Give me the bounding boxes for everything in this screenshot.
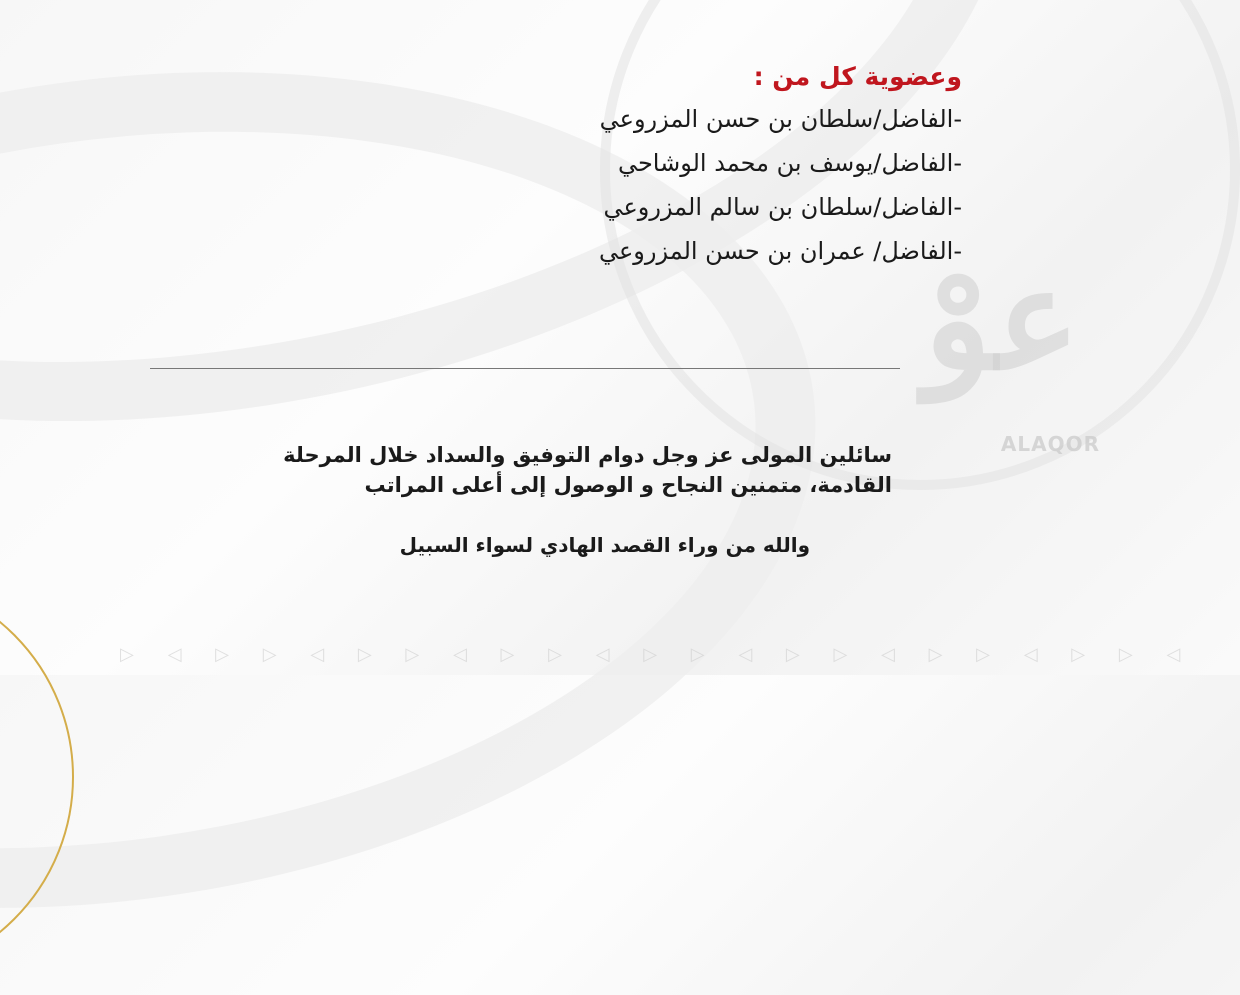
closing-wishes: سائلين المولى عز وجل دوام التوفيق والسداد خلال المرحلة القادمة، متمنين النجاح و الوصول إلى أعلى المراتب bbox=[283, 443, 892, 497]
triangle-pattern: ▷ ◁ ▷ ▷ ◁ ▷ ▷ ◁ ▷ ▷ ◁ ▷ ▷ ◁ ▷ ▷ ◁ ▷ ▷ ◁ ▷ ▷ ◁ bbox=[120, 644, 1195, 665]
members-title: وعضوية كل من : bbox=[753, 62, 962, 91]
watermark-logo-mark: عوْ bbox=[924, 238, 1080, 402]
member-item: -الفاضل/سلطان بن حسن المزروعي bbox=[599, 105, 962, 133]
members-section bbox=[599, 62, 962, 273]
member-item: -الفاضل/ عمران بن حسن المزروعي bbox=[598, 237, 962, 265]
watermark-logo bbox=[924, 210, 1100, 530]
watermark-logo-latin: ALAQOR bbox=[1000, 432, 1100, 456]
member-item: -الفاضل/سلطان بن سالم المزروعي bbox=[603, 193, 962, 221]
closing-farewell: والله من وراء القصد الهادي لسواء السبيل bbox=[399, 533, 810, 557]
member-item: -الفاضل/يوسف بن محمد الوشاحي bbox=[617, 149, 962, 177]
section-divider bbox=[150, 368, 900, 369]
